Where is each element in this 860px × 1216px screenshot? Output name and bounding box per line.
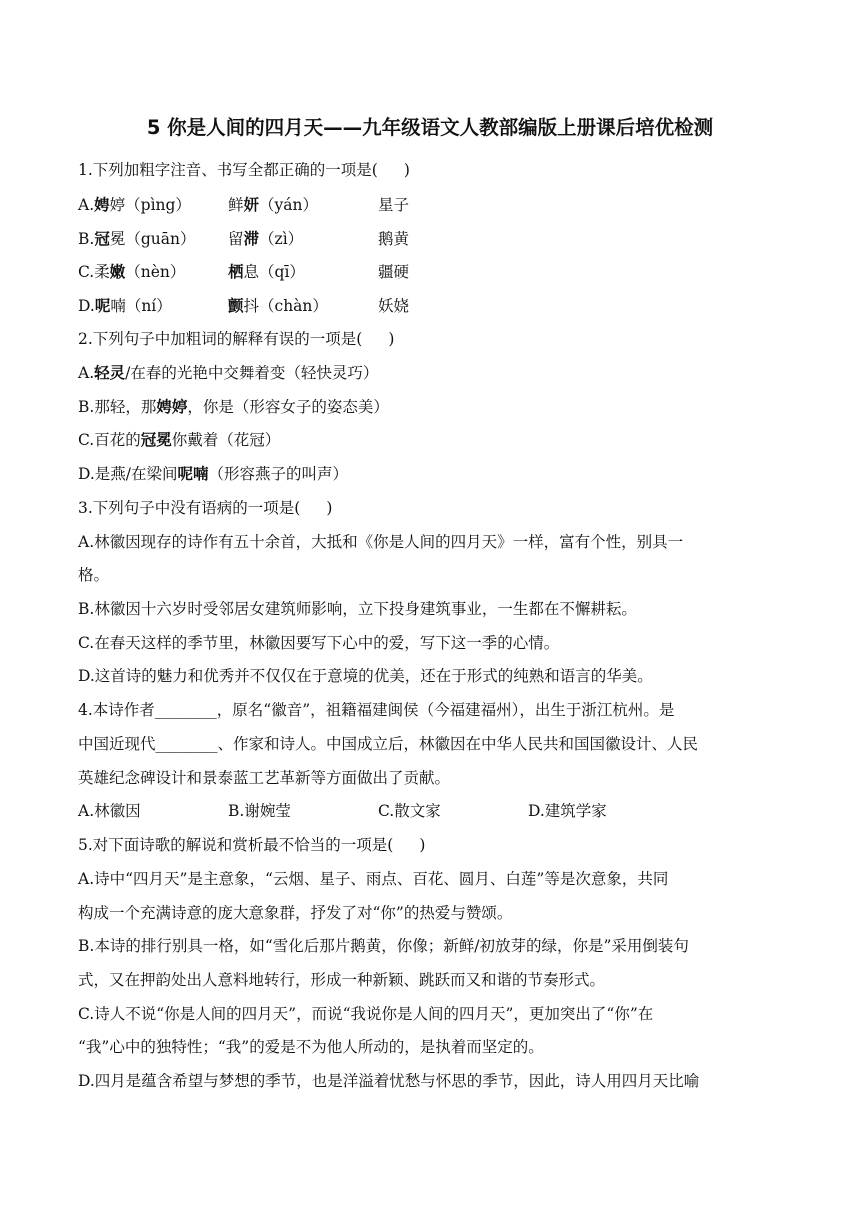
question-4-line1: 4.本诗作者________，原名“徽音”，祖籍福建闽侯（今福建福州），出生于浙江杭州。是 <box>78 701 675 719</box>
q5-option-d-line1: D.四月是蕴含希望与梦想的季节，也是洋溢着忧愁与怀思的季节，因此，诗人用四月天比喻 <box>78 1072 700 1090</box>
question-2-stem: 2.下列句子中加粗词的解释有误的一项是( ) <box>78 330 395 348</box>
q1-option-a: A.娉婷（pìng） 鲜妍（yán） 星子 <box>78 195 410 214</box>
q5-option-b-line2: 式，又在押韵处出人意料地转行，形成一种新颖、跳跃而又和谐的节奏形式。 <box>78 971 606 989</box>
question-4-line3: 英雄纪念碑设计和景泰蓝工艺革新等方面做出了贡献。 <box>78 769 451 787</box>
q2-option-b: B.那轻，那娉婷，你是（形容女子的姿态美） <box>78 397 389 416</box>
q4-options <box>78 801 778 821</box>
question-3-stem: 3.下列句子中没有语病的一项是( ) <box>78 499 333 517</box>
q5-option-c-line1: C.诗人不说“你是人间的四月天”，而说“我说你是人间的四月天”，更加突出了“你”在 <box>78 1005 654 1023</box>
q3-option-a-line2: 格。 <box>78 566 110 584</box>
q3-option-b: B.林徽因十六岁时受邻居女建筑师影响，立下投身建筑事业，一生都在不懈耕耘。 <box>78 600 637 618</box>
question-1-stem: 1.下列加粗字注音、书写全都正确的一项是( ) <box>78 161 410 179</box>
q2-option-a: A.轻灵/在春的光艳中交舞着变（轻快灵巧） <box>78 363 379 382</box>
question-4-line2: 中国近现代________、作家和诗人。中国成立后，林徽因在中华人民共和国国徽设计、人民 <box>78 735 699 753</box>
q3-option-a-line1: A.林徽因现存的诗作有五十余首，大抵和《你是人间的四月天》一样，富有个性，别具一 <box>78 533 684 551</box>
q4-option-b: B.谢婉莹 <box>228 802 291 820</box>
q3-option-c: C.在春天这样的季节里，林徽因要写下心中的爱，写下这一季的心情。 <box>78 634 560 652</box>
q5-option-c-line2: “我”心中的独特性；“我”的爱是不为他人所动的，是执着而坚定的。 <box>78 1038 544 1056</box>
q2-option-c: C.百花的冠冕你戴着（花冠） <box>78 430 281 449</box>
q3-option-d: D.这首诗的魅力和优秀并不仅仅在于意境的优美，还在于形式的纯熟和语言的华美。 <box>78 667 653 685</box>
q1-option-c: C.柔嫩（nèn） 栖息（qī） 疆硬 <box>78 262 410 281</box>
q5-option-a-line2: 构成一个充满诗意的庞大意象群，抒发了对“你”的热爱与赞颂。 <box>78 904 513 922</box>
q4-option-c: C.散文家 <box>378 802 441 820</box>
question-5-stem: 5.对下面诗歌的解说和赏析最不恰当的一项是( ) <box>78 836 426 854</box>
q5-option-a-line1: A.诗中“四月天”是主意象，“云烟、星子、雨点、百花、圆月、白莲”等是次意象，共同 <box>78 870 669 888</box>
page-title: 5 你是人间的四月天——九年级语文人教部编版上册课后培优检测 <box>146 116 714 139</box>
q2-option-d: D.是燕/在梁间呢喃（形容燕子的叫声） <box>78 464 349 483</box>
q4-option-a: A.林徽因 <box>78 802 141 820</box>
q5-option-b-line1: B.本诗的排行别具一格，如“雪化后那片鹅黄，你像；新鲜/初放芽的绿，你是”采用倒装句 <box>78 937 689 955</box>
q4-option-d: D.建筑学家 <box>528 802 607 820</box>
q1-option-d: D.呢喃（ní） 颤抖（chàn） 妖娆 <box>78 296 410 315</box>
q1-option-b: B.冠冕（guān） 留滞（zì） 鹅黄 <box>78 229 410 248</box>
